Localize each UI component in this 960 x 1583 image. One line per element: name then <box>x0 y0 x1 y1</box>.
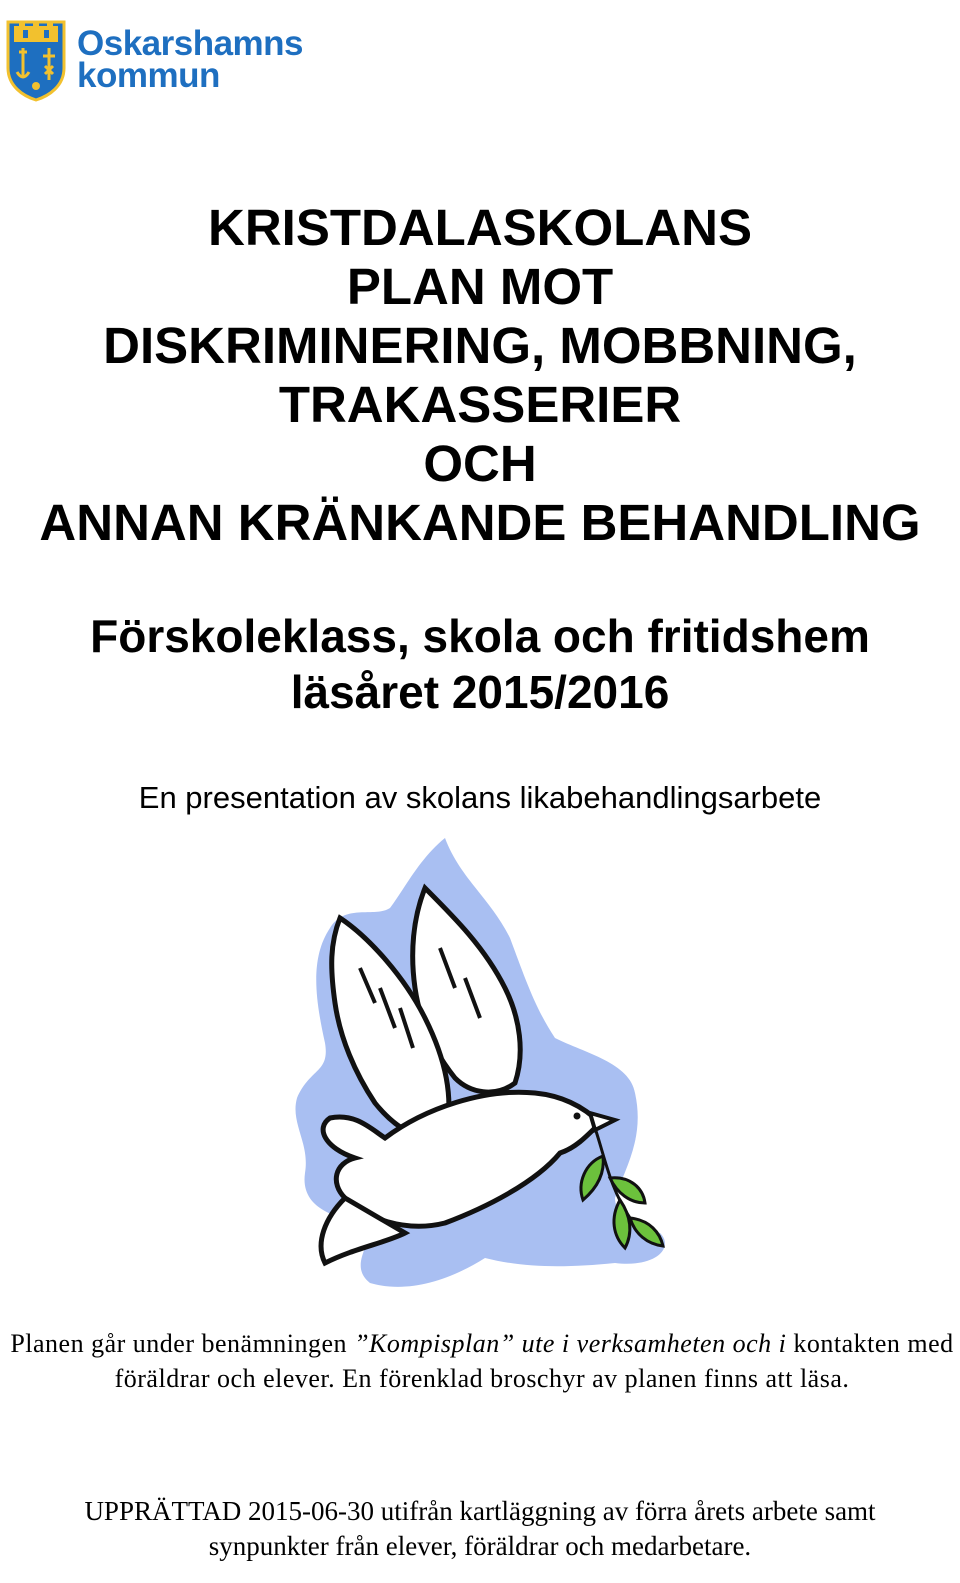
title-line: ANNAN KRÄNKANDE BEHANDLING <box>39 494 921 551</box>
tagline: En presentation av skolans likabehandlingsarbete <box>138 780 822 815</box>
title-line: OCH <box>423 435 537 492</box>
subtitle-line: läsåret 2015/2016 <box>290 666 670 718</box>
document-title <box>0 198 960 552</box>
document-subtitle <box>0 608 960 720</box>
footer-line: synpunkter från elever, föräldrar och medarbetare. <box>208 1531 752 1561</box>
title-line: KRISTDALASKOLANS <box>208 199 752 256</box>
title-line: PLAN MOT <box>346 258 614 315</box>
note-emphasis: ”Kompisplan” ute i verksamheten och i <box>354 1329 787 1358</box>
footer-line: UPPRÄTTAD 2015-06-30 utifrån kartläggning av förra årets arbete samt <box>84 1496 876 1526</box>
note-lead: Planen går under benämningen <box>10 1329 355 1358</box>
note-rest: kontakten med föräldrar och elever. En förenklad broschyr av planen finns att läsa. <box>114 1329 954 1393</box>
plan-note <box>10 1326 954 1396</box>
dove-eye <box>574 1113 581 1120</box>
logo-line-2: kommun <box>77 56 220 95</box>
subtitle-line: Förskoleklass, skola och fritidshem <box>90 610 870 662</box>
document-footer <box>0 1494 960 1564</box>
coat-of-arms-icon <box>5 18 67 102</box>
title-line: TRAKASSERIER <box>278 376 682 433</box>
logo-line-1: Oskarshamns <box>77 24 304 63</box>
municipality-logo <box>5 15 305 105</box>
title-line: DISKRIMINERING, MOBBNING, <box>103 317 857 374</box>
dove-illustration <box>285 838 685 1293</box>
logo-wordmark <box>77 24 304 95</box>
